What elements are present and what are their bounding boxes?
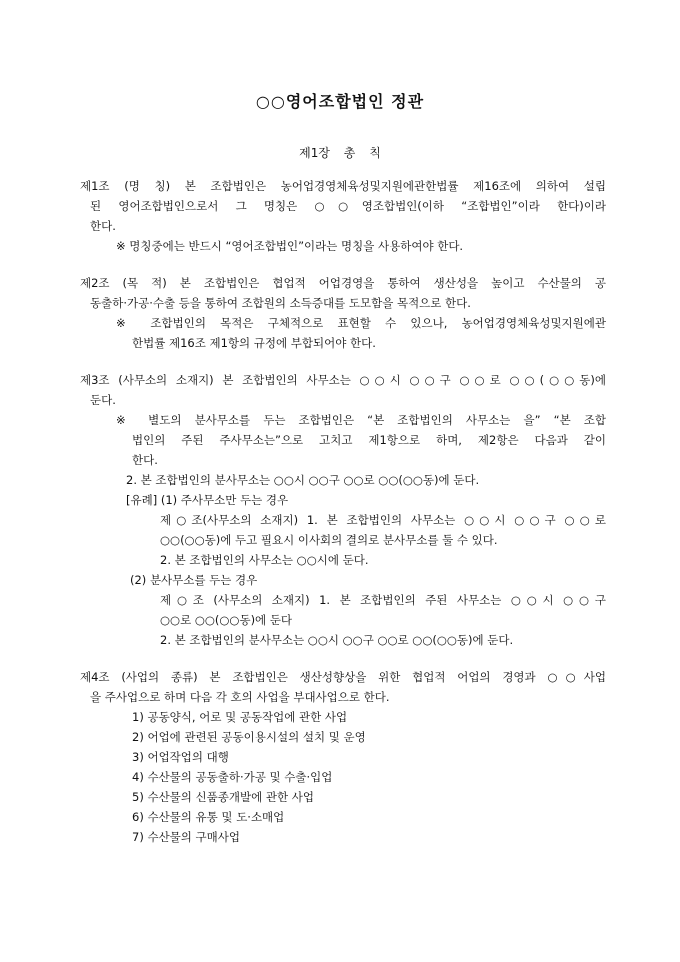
article-text-line: 제1조 (명 칭) 본 조합법인은 농어업경영체육성및지원에관한법률 제16조에 의하여 설립 bbox=[80, 179, 606, 193]
article-note: ※ 조합법인의 목적은 구체적으로 표현할 수 있으나, 농어업경영체육성및지원에관 bbox=[116, 316, 606, 330]
article-text-line: 제4조 (사업의 종류) 본 조합법인은 생산성향상을 위한 협업적 어업의 경영과 ○○사업 bbox=[80, 670, 606, 684]
article-text-line: 을 주사업으로 하며 다음 각 호의 사업을 부대사업으로 한다. bbox=[90, 690, 390, 704]
article-text-line: 한다. bbox=[90, 219, 116, 233]
example-text-line: 제○조(사무소의 소재지) 1. 본 조합법인의 사무소는 ○○시 ○○구 ○○로 bbox=[160, 513, 606, 527]
article-note: 법인의 주된 주사무소는”으로 고치고 제1항으로 하며, 제2항은 다음과 같이 bbox=[132, 433, 606, 447]
clause-2: 2. 본 조합법인의 분사무소는 ○○시 ○○구 ○○로 ○○(○○동)에 둔다. bbox=[126, 473, 480, 487]
article-text-line: 제2조 (목 적) 본 조합법인은 협업적 어업경영을 통하여 생산성을 높이고 수산물의 공 bbox=[80, 276, 606, 290]
list-item: 7) 수산물의 구매사업 bbox=[132, 830, 240, 844]
document-body bbox=[80, 176, 606, 847]
list-item: 2) 어업에 관련된 공동이용시설의 설치 및 운영 bbox=[132, 730, 366, 744]
example-label: [유례] (1) 주사무소만 두는 경우 bbox=[126, 493, 289, 507]
example-text-line: ○○(○○동)에 두고 필요시 이사회의 결의로 분사무소를 둘 수 있다. bbox=[160, 533, 498, 547]
document-title: ○○영어조합법인 정관 bbox=[255, 92, 425, 111]
article-note: ※ 별도의 분사무소를 두는 조합법인은 “본 조합법인의 사무소는 을” “본 조합 bbox=[116, 413, 606, 427]
list-item: 6) 수산물의 유통 및 도·소매업 bbox=[132, 810, 285, 824]
list-item: 4) 수산물의 공동출하·가공 및 수출·입업 bbox=[132, 770, 333, 784]
article-3 bbox=[80, 370, 606, 650]
example-text-line: 2. 본 조합법인의 사무소는 ○○시에 둔다. bbox=[160, 553, 369, 567]
article-4 bbox=[80, 667, 606, 847]
example-text-line: 제○조 (사무소의 소재지) 1. 본 조합법인의 주된 사무소는 ○○시 ○○구 bbox=[160, 593, 606, 607]
example-text-line: ○○로 ○○(○○동)에 둔다 bbox=[160, 613, 293, 627]
article-2 bbox=[80, 273, 606, 353]
article-1 bbox=[80, 176, 606, 256]
article-text-line: 제3조 (사무소의 소재지) 본 조합법인의 사무소는 ○○시 ○○구 ○○로 ○○(○○동)에 bbox=[80, 373, 606, 387]
article-note: 한다. bbox=[132, 453, 158, 467]
article-text-line: 된 영어조합법인으로서 그 명칭은 ○○영조합법인(이하 “조합법인”이라 한다)이라 bbox=[90, 199, 606, 213]
chapter-heading: 제1장 총 칙 bbox=[299, 146, 381, 160]
article-note: 한법률 제16조 제1항의 규정에 부합되어야 한다. bbox=[132, 336, 376, 350]
article-text-line: 둔다. bbox=[90, 393, 116, 407]
list-item: 5) 수산물의 신품종개발에 관한 사업 bbox=[132, 790, 314, 804]
example-label: (2) 분사무소를 두는 경우 bbox=[130, 573, 258, 587]
article-note: ※ 명칭중에는 반드시 “영어조합법인”이라는 명칭을 사용하여야 한다. bbox=[116, 239, 464, 253]
list-item: 3) 어업작업의 대행 bbox=[132, 750, 229, 764]
list-item: 1) 공동양식, 어로 및 공동작업에 관한 사업 bbox=[132, 710, 348, 724]
example-text-line: 2. 본 조합법인의 분사무소는 ○○시 ○○구 ○○로 ○○(○○동)에 둔다. bbox=[160, 633, 514, 647]
article-text-line: 동출하·가공·수출 등을 통하여 조합원의 소득증대를 도모함을 목적으로 한다. bbox=[90, 296, 471, 310]
